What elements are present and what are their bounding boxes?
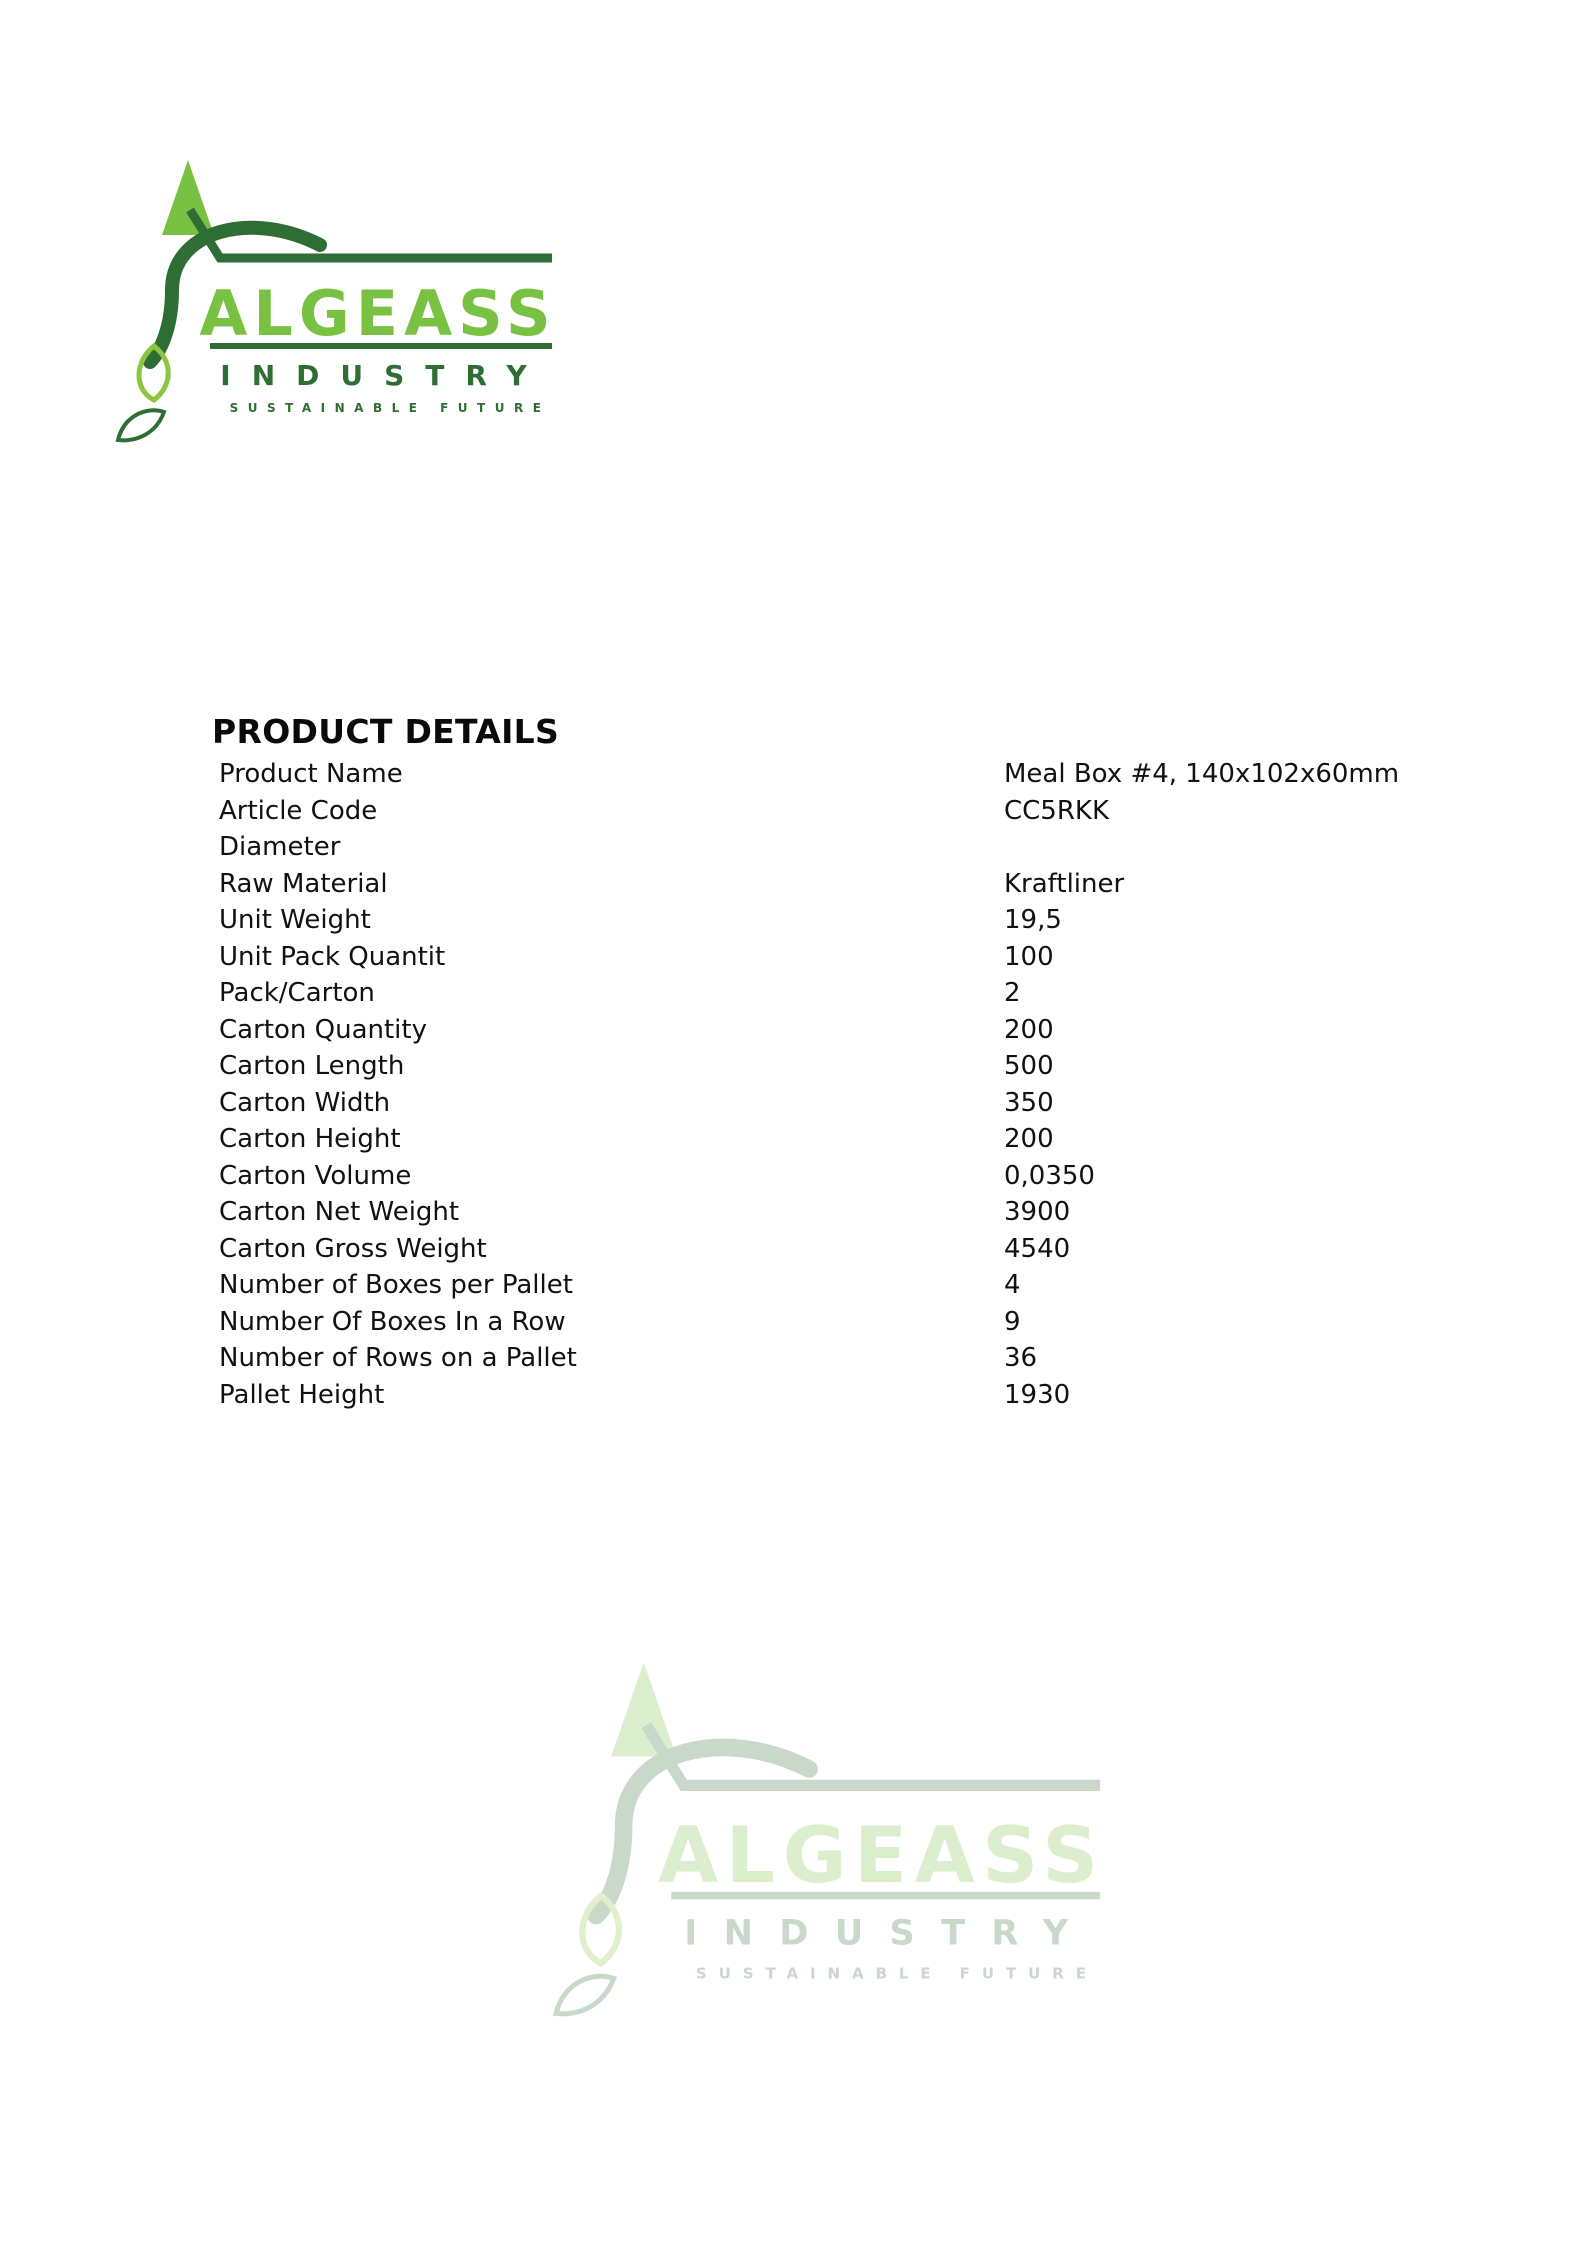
detail-value: 4 bbox=[1004, 1270, 1021, 1300]
detail-label: Carton Length bbox=[219, 1051, 405, 1081]
leaf-small-icon bbox=[118, 410, 164, 440]
detail-row bbox=[219, 1231, 1469, 1268]
logo-peak-shape bbox=[162, 160, 214, 235]
detail-label: Pallet Height bbox=[219, 1379, 385, 1410]
detail-value: 1930 bbox=[1004, 1379, 1071, 1410]
detail-label: Number Of Boxes In a Row bbox=[219, 1306, 566, 1337]
detail-label: Carton Height bbox=[219, 1124, 401, 1154]
detail-label: Carton Gross Weight bbox=[219, 1233, 487, 1264]
detail-row bbox=[219, 1158, 1469, 1195]
detail-row bbox=[219, 1267, 1469, 1304]
product-details-list bbox=[219, 756, 1469, 1413]
detail-label: Raw Material bbox=[219, 868, 388, 899]
detail-value: 100 bbox=[1004, 941, 1054, 972]
detail-value: 200 bbox=[1004, 1014, 1054, 1045]
detail-label: Number of Boxes per Pallet bbox=[219, 1270, 573, 1300]
detail-row bbox=[219, 756, 1469, 793]
logo-subline: INDUSTRY bbox=[684, 1912, 1095, 1954]
detail-row bbox=[219, 975, 1469, 1012]
logo-peak-shape bbox=[611, 1663, 676, 1757]
detail-value: 200 bbox=[1004, 1124, 1054, 1154]
watermark-logo bbox=[548, 1650, 1138, 2026]
detail-value: 0,0350 bbox=[1004, 1160, 1095, 1191]
detail-value: 3900 bbox=[1004, 1197, 1071, 1227]
leaf-small-icon bbox=[556, 1976, 614, 2014]
logo-subline: INDUSTRY bbox=[220, 359, 548, 392]
detail-value: 4540 bbox=[1004, 1233, 1071, 1264]
detail-label: Number of Rows on a Pallet bbox=[219, 1343, 577, 1373]
detail-row bbox=[219, 793, 1469, 830]
detail-value: CC5RKK bbox=[1004, 795, 1110, 826]
detail-row bbox=[219, 1048, 1469, 1085]
detail-label: Unit Weight bbox=[219, 905, 371, 935]
detail-value: Meal Box #4, 140x102x60mm bbox=[1004, 759, 1400, 789]
detail-label: Carton Volume bbox=[219, 1160, 412, 1191]
detail-label: Pack/Carton bbox=[219, 978, 375, 1008]
detail-label: Carton Net Weight bbox=[219, 1197, 460, 1227]
company-logo bbox=[112, 150, 582, 450]
detail-label: Carton Quantity bbox=[219, 1014, 427, 1045]
detail-row bbox=[219, 829, 1469, 866]
detail-row bbox=[219, 1121, 1469, 1158]
logo-wordmark: ALGEASS bbox=[199, 277, 557, 350]
detail-row bbox=[219, 1194, 1469, 1231]
detail-value: 36 bbox=[1004, 1343, 1038, 1373]
detail-label: Product Name bbox=[219, 759, 403, 789]
detail-value: 9 bbox=[1004, 1306, 1021, 1337]
detail-row bbox=[219, 939, 1469, 976]
detail-row bbox=[219, 1340, 1469, 1377]
logo-tagline: SUSTAINABLE FUTURE bbox=[229, 401, 551, 415]
detail-row bbox=[219, 1377, 1469, 1414]
section-title: PRODUCT DETAILS bbox=[212, 712, 560, 751]
detail-value: 19,5 bbox=[1004, 905, 1062, 935]
detail-value: 2 bbox=[1004, 978, 1021, 1008]
detail-value: Kraftliner bbox=[1004, 868, 1125, 899]
detail-label: Diameter bbox=[219, 832, 341, 862]
detail-value: 500 bbox=[1004, 1051, 1054, 1081]
detail-row bbox=[219, 902, 1469, 939]
detail-row bbox=[219, 1085, 1469, 1122]
detail-label: Article Code bbox=[219, 795, 378, 826]
detail-row bbox=[219, 1012, 1469, 1049]
detail-row bbox=[219, 866, 1469, 903]
detail-row bbox=[219, 1304, 1469, 1341]
detail-label: Unit Pack Quantit bbox=[219, 941, 446, 972]
logo-wordmark: ALGEASS bbox=[658, 1810, 1106, 1901]
detail-value: 350 bbox=[1004, 1087, 1054, 1118]
logo-tagline: SUSTAINABLE FUTURE bbox=[695, 1964, 1098, 1983]
detail-label: Carton Width bbox=[219, 1087, 391, 1118]
